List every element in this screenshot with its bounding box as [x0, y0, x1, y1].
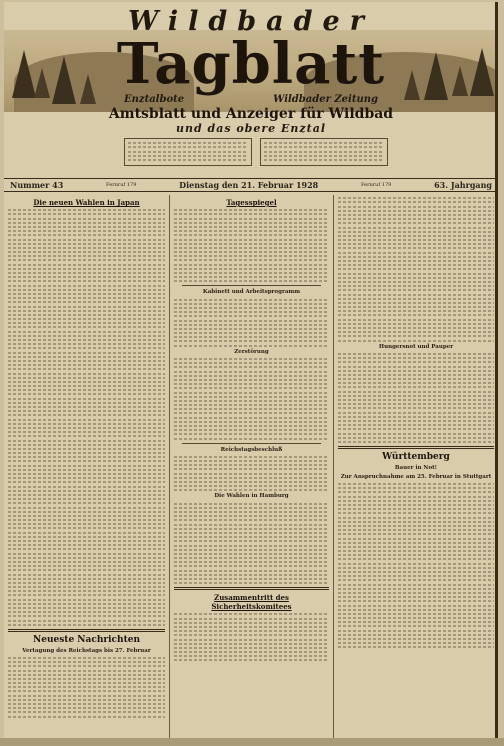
- headline-japan: Die neuen Wahlen in Japan: [33, 198, 140, 207]
- headline-latest-news: Neueste Nachrichten: [33, 634, 140, 645]
- article-japan-body: [8, 209, 165, 626]
- article-security-committee-body: [174, 613, 329, 661]
- headline-tagesspiegel: Tagesspiegel: [226, 198, 277, 207]
- subhead-reichstag: Vertagung des Reichstags bis 27. Februar: [22, 647, 151, 654]
- volume: 63. Jahrgang: [434, 180, 492, 190]
- masthead-sub-right: Wildbader Zeitung: [273, 94, 378, 105]
- article-famine-body: [338, 353, 494, 443]
- advertising-info-box: [260, 138, 388, 166]
- column-2: [170, 195, 334, 740]
- page-bottom-edge: [0, 738, 504, 746]
- issue-number: Nummer 43: [10, 180, 64, 190]
- subhead-farmer-in-need: Bauer in Not!: [394, 464, 438, 471]
- newspaper-page: [4, 2, 498, 742]
- column-3: [334, 195, 498, 740]
- article-cabinet-body: [174, 299, 329, 347]
- subhead-famine: Hungersnot und Pauper: [378, 343, 454, 350]
- headline-wuerttemberg: Württemberg: [382, 451, 450, 462]
- article-destruction-body: [174, 358, 329, 440]
- subscription-info-box: [124, 138, 252, 166]
- masthead-kicker: Wildbader: [128, 6, 374, 37]
- subhead-stuttgart: Zur Anspruchnahme am 25. Februar in Stuttgart: [340, 473, 492, 480]
- column-1: [4, 195, 170, 740]
- masthead-sub-left: Enztalbote: [124, 94, 185, 105]
- masthead-region: und das obere Enztal: [175, 122, 327, 135]
- headline-security-committee: Zusammentritt des Sicherheitskomitees: [211, 593, 292, 612]
- subhead-destruction: Zerstörung: [234, 348, 269, 355]
- subhead-reichstag-decision: Reichstagsbeschluß: [220, 446, 283, 453]
- article-reichstag-decision-body: [174, 456, 329, 492]
- article-tagesspiegel-body: [174, 209, 329, 282]
- phone-left: Fernruf 179: [106, 182, 137, 188]
- masthead: [4, 2, 498, 176]
- article-hamburg-body: [174, 503, 329, 585]
- issue-date: Dienstag den 21. Februar 1928: [179, 180, 319, 190]
- phone-right: Fernruf 179: [360, 182, 392, 188]
- dateline: [4, 178, 498, 192]
- subhead-cabinet: Kabinett und Arbeitsprogramm: [202, 289, 301, 296]
- masthead-title: Tagblatt: [116, 31, 386, 97]
- subhead-hamburg-elections: Die Wahlen in Hamburg: [214, 493, 289, 500]
- article-latest-news-body: [8, 657, 165, 718]
- article-wuerttemberg-body: [338, 483, 494, 648]
- masthead-subtitle-row: [124, 94, 378, 105]
- masthead-subtitle: Amtsblatt und Anzeiger für Wildbad: [108, 106, 394, 122]
- article-continuation-body: [338, 197, 494, 341]
- article-columns: [4, 195, 498, 742]
